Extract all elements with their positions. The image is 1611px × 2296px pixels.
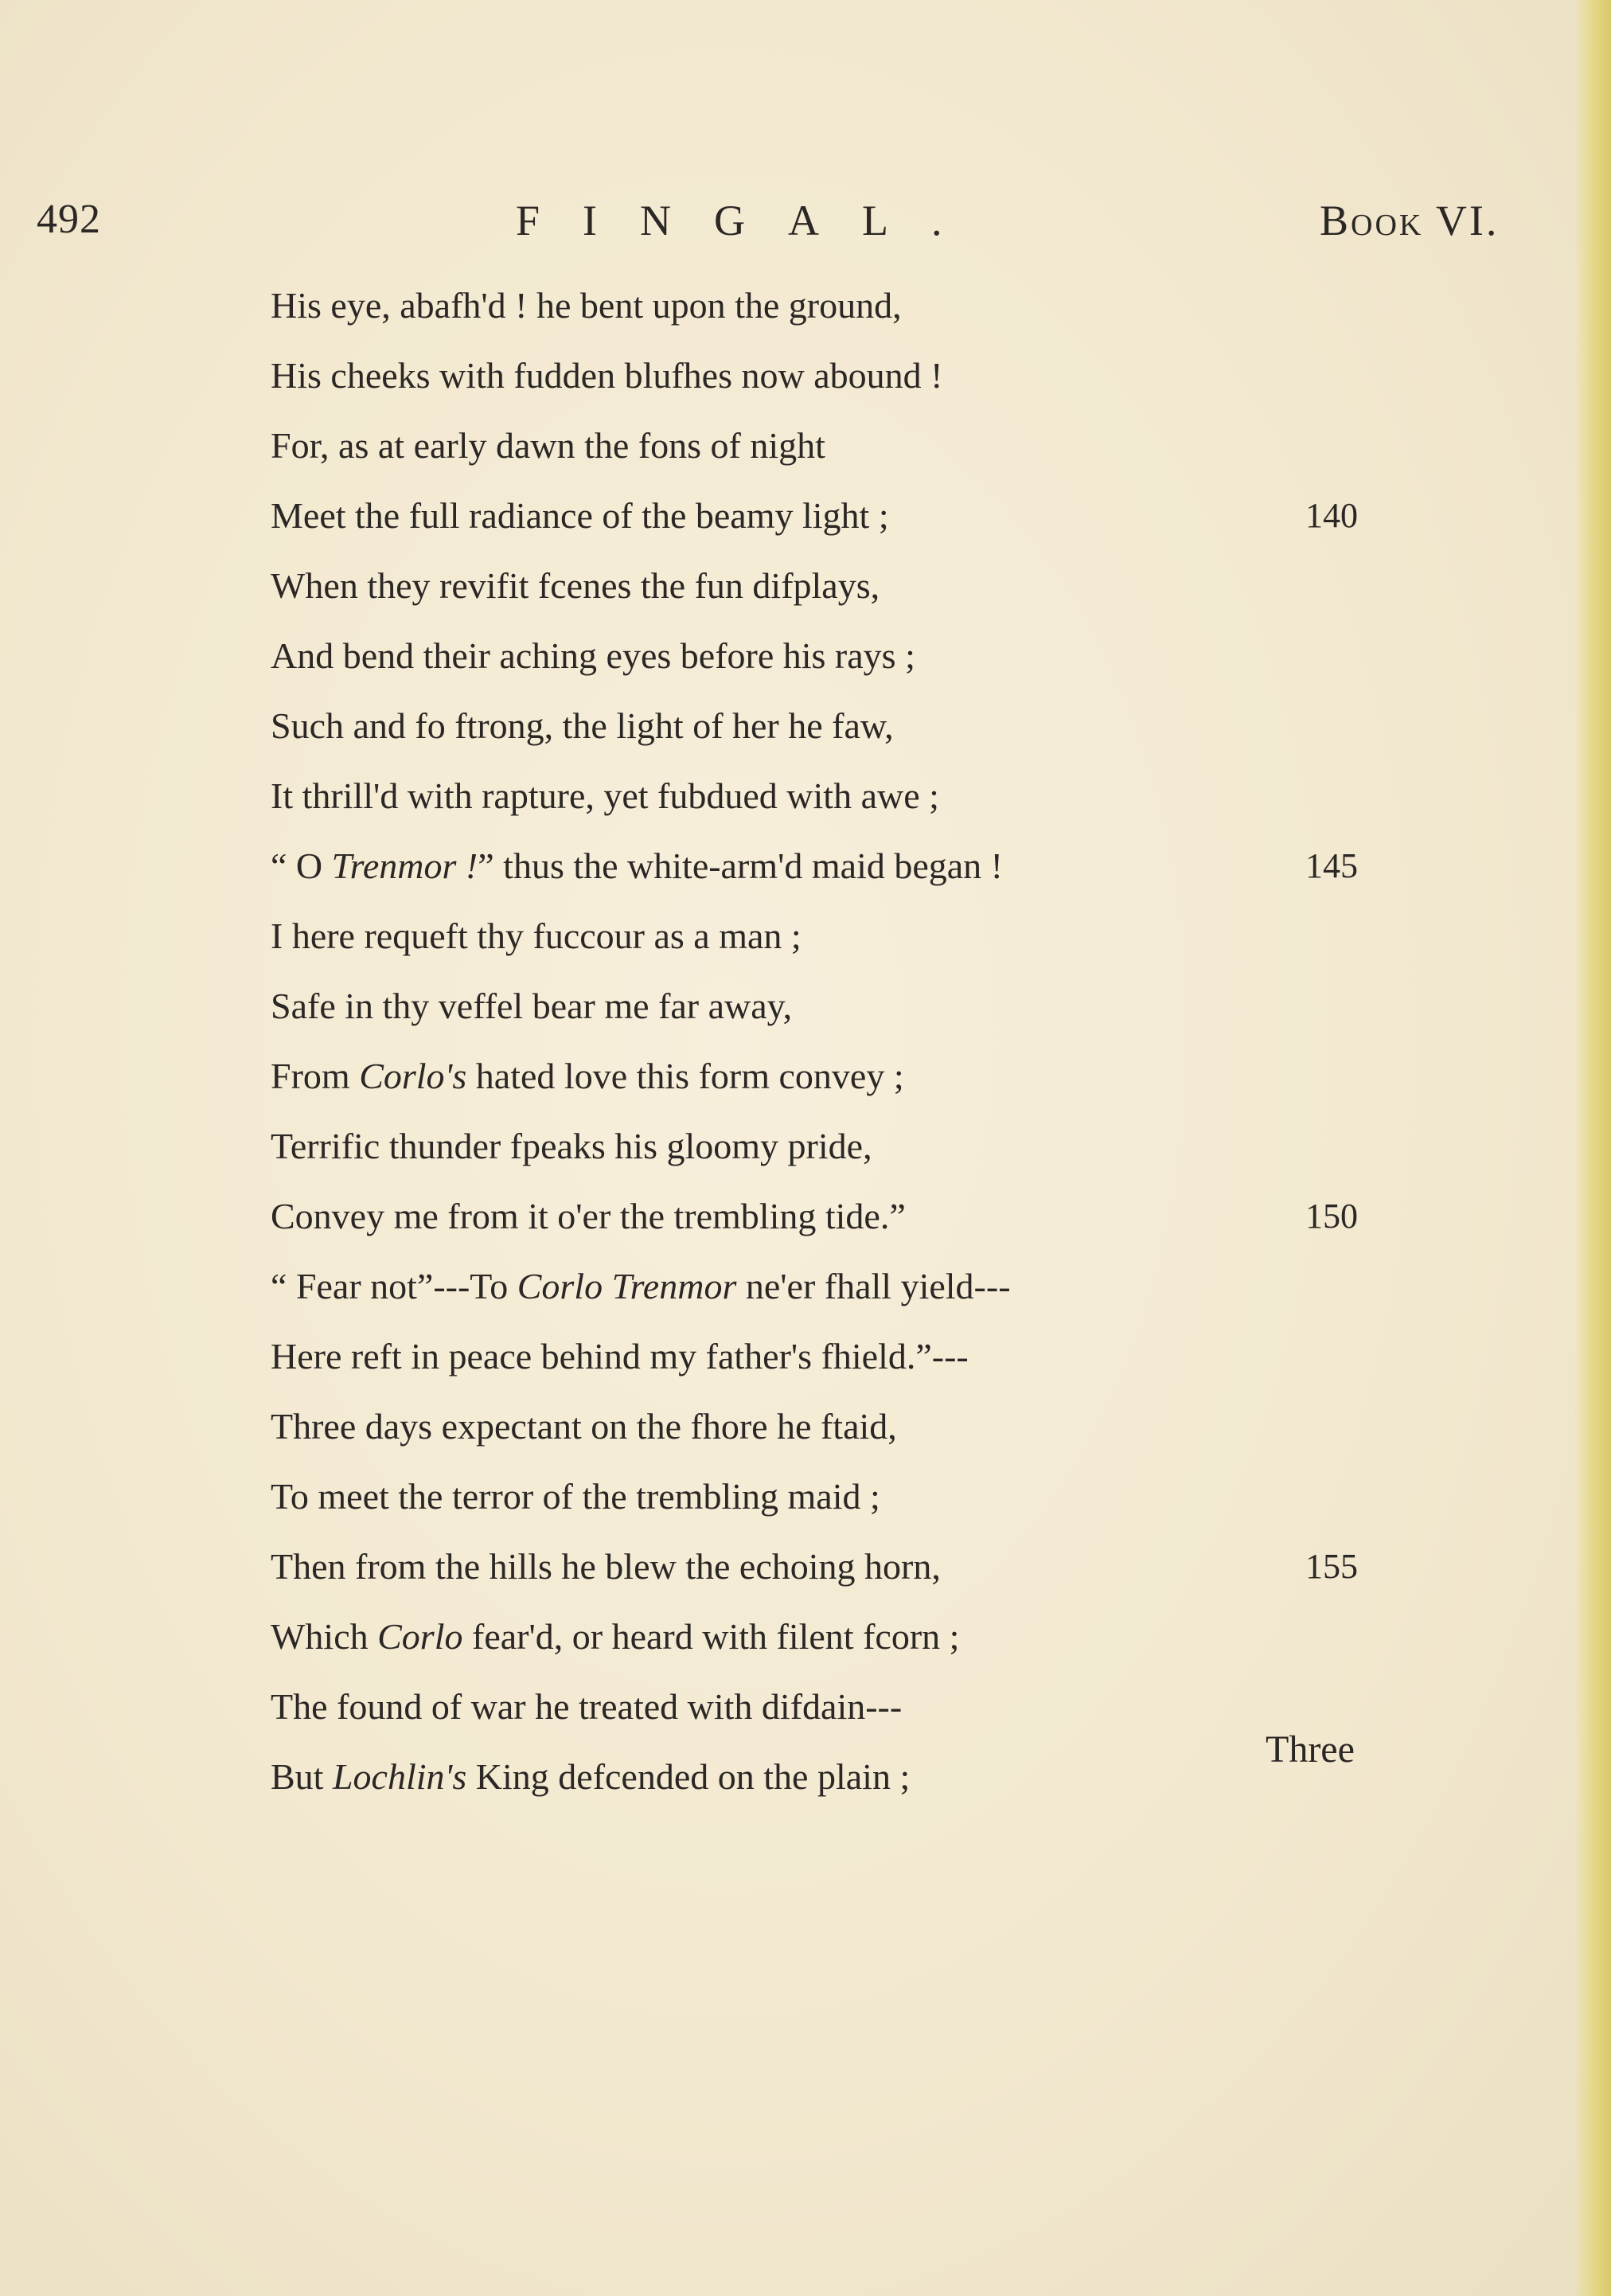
verse-text-segment: Three days expectant on the fhore he ftaid, [271,1406,897,1447]
line-number: 155 [1305,1547,1358,1586]
verse-line [271,1251,1544,1322]
verse-text-segment: hated love this form convey ; [466,1056,904,1096]
verse-text [271,411,825,481]
verse-text [271,1041,904,1111]
verse-text [271,621,915,691]
verse-text [271,831,1003,901]
verse-text-segment: Then from the hills he blew the echoing horn, [271,1546,941,1587]
verse-line [271,1462,1544,1532]
verse-text [271,971,792,1041]
verse-text-segment: Terrific thunder fpeaks his gloomy pride, [271,1126,872,1166]
verse-line [271,271,1544,341]
verse-text [271,1532,941,1602]
verse-text [271,271,902,341]
verse-text [271,551,880,621]
verse-line [271,1602,1544,1672]
verse-text [271,1251,1011,1322]
verse-text-segment: To meet the terror of the trembling maid ; [271,1476,880,1517]
verse-text-segment: “ Fear not”---To [271,1266,517,1306]
verse-text-segment: It thrill'd with rapture, yet fubdued with awe ; [271,775,939,816]
verse-text [271,1181,906,1251]
verse-text-segment: Safe in thy veffel bear me far away, [271,986,793,1026]
verse-text [271,761,939,831]
verse-text-segment: ne'er fhall yield--- [736,1266,1011,1306]
verse-text-segment: “ O [271,845,332,886]
verse-text [271,901,802,971]
verse-italic-name: Corlo's [359,1056,467,1096]
verse-text-segment: And bend their aching eyes before his rays ; [271,635,915,676]
verse-text-segment: Meet the full radiance of the beamy light ; [271,495,889,536]
verse-text [271,1322,969,1392]
verse-line [271,1392,1544,1462]
verse-text-segment: King defcended on the plain ; [466,1756,911,1797]
verse-text-segment: Convey me from it o'er the trembling tide.” [271,1196,906,1236]
verse-line [271,1181,1544,1251]
book-label: Book VI. [1320,197,1500,244]
verse-text-segment: For, as at early dawn the fons of night [271,425,825,466]
poem-text [271,271,1544,1812]
running-header [0,196,1611,253]
line-number: 140 [1305,496,1358,535]
verse-italic-name: Lochlin's [332,1756,467,1797]
verse-text [271,1602,959,1672]
verse-text [271,481,889,551]
verse-line [271,971,1544,1041]
verse-text-segment: Here reft in peace behind my father's fhield.”--- [271,1336,969,1376]
verse-text-segment: I here requeft thy fuccour as a man ; [271,916,802,956]
verse-text [271,1392,897,1462]
verse-line [271,901,1544,971]
page-number: 492 [37,197,101,242]
verse-line [271,481,1544,551]
page-edge [1574,0,1611,2296]
verse-line [271,831,1544,901]
verse-text-segment: But [271,1756,333,1797]
line-number: 145 [1305,846,1358,885]
verse-text-segment: When they revifit fcenes the fun difplays, [271,565,880,606]
verse-text [271,341,942,411]
verse-text-segment: Such and fo ftrong, the light of her he faw, [271,705,894,746]
verse-line [271,411,1544,481]
verse-text [271,1462,880,1532]
verse-text [271,1111,872,1181]
line-number: 150 [1305,1197,1358,1236]
verse-line [271,551,1544,621]
verse-text-segment: The found of war he treated with difdain--- [271,1686,903,1727]
verse-text-segment: From [271,1056,360,1096]
catchword: Three [1266,1728,1355,1771]
verse-line [271,341,1544,411]
verse-text-segment: Which [271,1616,378,1657]
verse-italic-name: Corlo [377,1616,463,1657]
verse-text-segment: His eye, abafh'd ! he bent upon the ground, [271,285,902,326]
verse-text [271,1742,910,1812]
verse-italic-name: Corlo Trenmor [517,1266,737,1306]
verse-text-segment: His cheeks with fudden blufhes now abound ! [271,355,943,396]
verse-line [271,1532,1544,1602]
verse-text [271,691,894,761]
running-title: FINGAL. [516,197,985,244]
verse-line [271,1111,1544,1181]
verse-line [271,621,1544,691]
verse-line [271,1041,1544,1111]
verse-text-segment: fear'd, or heard with filent fcorn ; [462,1616,960,1657]
verse-text [271,1672,902,1742]
verse-line [271,1322,1544,1392]
verse-italic-name: Trenmor ! [331,845,478,886]
verse-text-segment: ” thus the white-arm'd maid began ! [478,845,1003,886]
verse-line [271,691,1544,761]
verse-line [271,761,1544,831]
